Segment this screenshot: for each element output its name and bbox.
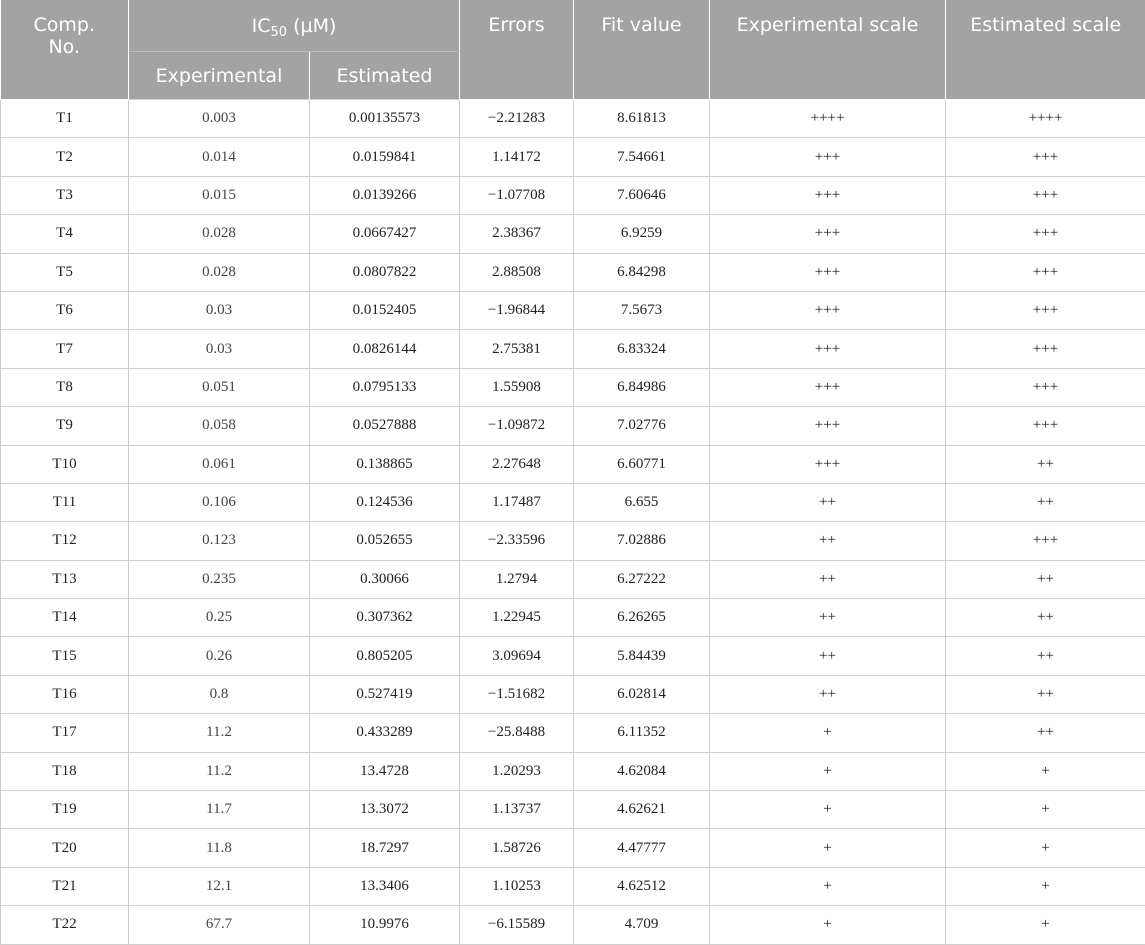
cell-error: −6.15589 bbox=[460, 906, 574, 944]
cell-error: 1.22945 bbox=[460, 599, 574, 637]
cell-comp-no: T17 bbox=[1, 714, 129, 752]
cell-fit-value: 4.62512 bbox=[574, 867, 710, 905]
cell-estimated-scale: +++ bbox=[946, 407, 1145, 445]
header-errors: Errors bbox=[460, 0, 574, 100]
cell-experimental-ic50: 67.7 bbox=[129, 906, 310, 944]
table-row bbox=[1, 906, 1145, 944]
header-experimental-scale: Experimental scale bbox=[710, 0, 946, 100]
cell-error: −1.09872 bbox=[460, 407, 574, 445]
cell-experimental-ic50: 0.051 bbox=[129, 368, 310, 406]
cell-error: −1.51682 bbox=[460, 675, 574, 713]
cell-estimated-scale: +++ bbox=[946, 176, 1145, 214]
cell-error: 1.2794 bbox=[460, 560, 574, 598]
cell-error: −1.96844 bbox=[460, 291, 574, 329]
cell-error: −1.07708 bbox=[460, 176, 574, 214]
cell-estimated-ic50: 0.124536 bbox=[310, 483, 460, 521]
cell-estimated-scale: + bbox=[946, 791, 1145, 829]
table-row bbox=[1, 100, 1145, 138]
cell-estimated-ic50: 18.7297 bbox=[310, 829, 460, 867]
header-estimated: Estimated bbox=[310, 52, 460, 100]
cell-experimental-ic50: 0.028 bbox=[129, 215, 310, 253]
cell-error: 2.88508 bbox=[460, 253, 574, 291]
cell-estimated-ic50: 0.0527888 bbox=[310, 407, 460, 445]
cell-estimated-scale: + bbox=[946, 829, 1145, 867]
cell-comp-no: T10 bbox=[1, 445, 129, 483]
table-row bbox=[1, 445, 1145, 483]
cell-estimated-ic50: 0.307362 bbox=[310, 599, 460, 637]
cell-fit-value: 7.60646 bbox=[574, 176, 710, 214]
cell-comp-no: T4 bbox=[1, 215, 129, 253]
cell-estimated-scale: +++ bbox=[946, 522, 1145, 560]
cell-fit-value: 6.11352 bbox=[574, 714, 710, 752]
cell-experimental-scale: +++ bbox=[710, 407, 946, 445]
cell-comp-no: T22 bbox=[1, 906, 129, 944]
table-row bbox=[1, 829, 1145, 867]
cell-experimental-scale: +++ bbox=[710, 138, 946, 176]
cell-comp-no: T19 bbox=[1, 791, 129, 829]
table-row bbox=[1, 407, 1145, 445]
cell-estimated-ic50: 0.433289 bbox=[310, 714, 460, 752]
cell-error: 1.55908 bbox=[460, 368, 574, 406]
cell-error: 1.13737 bbox=[460, 791, 574, 829]
cell-error: 3.09694 bbox=[460, 637, 574, 675]
table-row bbox=[1, 330, 1145, 368]
cell-error: 1.17487 bbox=[460, 483, 574, 521]
cell-fit-value: 6.9259 bbox=[574, 215, 710, 253]
cell-experimental-scale: ++ bbox=[710, 675, 946, 713]
cell-experimental-ic50: 0.014 bbox=[129, 138, 310, 176]
cell-experimental-ic50: 0.8 bbox=[129, 675, 310, 713]
header-experimental: Experimental bbox=[129, 52, 310, 100]
header-comp-no bbox=[1, 0, 129, 100]
table-row bbox=[1, 176, 1145, 214]
cell-comp-no: T3 bbox=[1, 176, 129, 214]
table-row bbox=[1, 138, 1145, 176]
table-row bbox=[1, 522, 1145, 560]
cell-comp-no: T6 bbox=[1, 291, 129, 329]
cell-fit-value: 4.62621 bbox=[574, 791, 710, 829]
cell-error: 2.27648 bbox=[460, 445, 574, 483]
cell-experimental-ic50: 0.26 bbox=[129, 637, 310, 675]
cell-estimated-ic50: 0.527419 bbox=[310, 675, 460, 713]
cell-experimental-ic50: 11.2 bbox=[129, 752, 310, 790]
cell-experimental-ic50: 0.123 bbox=[129, 522, 310, 560]
cell-estimated-scale: +++ bbox=[946, 291, 1145, 329]
table-body bbox=[1, 100, 1145, 945]
cell-error: 1.20293 bbox=[460, 752, 574, 790]
cell-experimental-scale: +++ bbox=[710, 330, 946, 368]
cell-estimated-scale: ++ bbox=[946, 675, 1145, 713]
cell-error: −25.8488 bbox=[460, 714, 574, 752]
cell-fit-value: 7.5673 bbox=[574, 291, 710, 329]
cell-estimated-ic50: 0.00135573 bbox=[310, 100, 460, 138]
cell-comp-no: T12 bbox=[1, 522, 129, 560]
cell-fit-value: 7.02886 bbox=[574, 522, 710, 560]
cell-experimental-scale: +++ bbox=[710, 176, 946, 214]
cell-fit-value: 8.61813 bbox=[574, 100, 710, 138]
cell-estimated-scale: + bbox=[946, 752, 1145, 790]
cell-fit-value: 6.83324 bbox=[574, 330, 710, 368]
cell-experimental-ic50: 0.058 bbox=[129, 407, 310, 445]
table-row bbox=[1, 483, 1145, 521]
table-row bbox=[1, 714, 1145, 752]
cell-experimental-scale: ++ bbox=[710, 599, 946, 637]
cell-fit-value: 7.54661 bbox=[574, 138, 710, 176]
cell-comp-no: T8 bbox=[1, 368, 129, 406]
cell-estimated-ic50: 0.0139266 bbox=[310, 176, 460, 214]
cell-error: 1.58726 bbox=[460, 829, 574, 867]
cell-experimental-scale: ++ bbox=[710, 522, 946, 560]
cell-estimated-scale: +++ bbox=[946, 330, 1145, 368]
cell-comp-no: T7 bbox=[1, 330, 129, 368]
cell-fit-value: 6.84986 bbox=[574, 368, 710, 406]
cell-fit-value: 6.60771 bbox=[574, 445, 710, 483]
header-fit-value: Fit value bbox=[574, 0, 710, 100]
cell-experimental-ic50: 0.03 bbox=[129, 291, 310, 329]
cell-fit-value: 4.62084 bbox=[574, 752, 710, 790]
cell-estimated-ic50: 0.0795133 bbox=[310, 368, 460, 406]
header-ic50 bbox=[129, 0, 460, 52]
cell-estimated-ic50: 0.30066 bbox=[310, 560, 460, 598]
cell-experimental-scale: +++ bbox=[710, 215, 946, 253]
cell-experimental-ic50: 12.1 bbox=[129, 867, 310, 905]
cell-estimated-scale: ++ bbox=[946, 637, 1145, 675]
cell-estimated-scale: +++ bbox=[946, 138, 1145, 176]
cell-estimated-ic50: 0.0159841 bbox=[310, 138, 460, 176]
cell-estimated-ic50: 0.0826144 bbox=[310, 330, 460, 368]
table-row bbox=[1, 752, 1145, 790]
cell-comp-no: T2 bbox=[1, 138, 129, 176]
cell-experimental-ic50: 0.25 bbox=[129, 599, 310, 637]
cell-experimental-scale: +++ bbox=[710, 291, 946, 329]
cell-experimental-scale: + bbox=[710, 906, 946, 944]
cell-fit-value: 4.47777 bbox=[574, 829, 710, 867]
cell-estimated-scale: + bbox=[946, 906, 1145, 944]
table-row bbox=[1, 368, 1145, 406]
cell-comp-no: T16 bbox=[1, 675, 129, 713]
cell-experimental-ic50: 11.2 bbox=[129, 714, 310, 752]
header-ic50-prefix: IC bbox=[252, 15, 271, 37]
cell-experimental-ic50: 0.03 bbox=[129, 330, 310, 368]
cell-estimated-ic50: 0.0152405 bbox=[310, 291, 460, 329]
header-comp-no-label: Comp. No. bbox=[24, 14, 104, 58]
cell-experimental-scale: +++ bbox=[710, 445, 946, 483]
cell-fit-value: 6.27222 bbox=[574, 560, 710, 598]
cell-experimental-scale: +++ bbox=[710, 368, 946, 406]
cell-experimental-scale: + bbox=[710, 752, 946, 790]
cell-fit-value: 6.84298 bbox=[574, 253, 710, 291]
cell-experimental-ic50: 0.028 bbox=[129, 253, 310, 291]
cell-estimated-ic50: 0.0667427 bbox=[310, 215, 460, 253]
table-row bbox=[1, 560, 1145, 598]
cell-fit-value: 4.709 bbox=[574, 906, 710, 944]
header-estimated-scale: Estimated scale bbox=[946, 0, 1145, 100]
cell-fit-value: 7.02776 bbox=[574, 407, 710, 445]
header-ic50-subscript: 50 bbox=[270, 25, 287, 40]
table-row bbox=[1, 215, 1145, 253]
cell-estimated-scale: ++ bbox=[946, 483, 1145, 521]
cell-error: 1.10253 bbox=[460, 867, 574, 905]
cell-estimated-ic50: 13.4728 bbox=[310, 752, 460, 790]
cell-estimated-ic50: 13.3072 bbox=[310, 791, 460, 829]
cell-comp-no: T11 bbox=[1, 483, 129, 521]
cell-experimental-scale: ++ bbox=[710, 637, 946, 675]
cell-experimental-ic50: 0.003 bbox=[129, 100, 310, 138]
cell-estimated-ic50: 0.052655 bbox=[310, 522, 460, 560]
cell-estimated-scale: +++ bbox=[946, 368, 1145, 406]
cell-comp-no: T15 bbox=[1, 637, 129, 675]
cell-estimated-scale: +++ bbox=[946, 253, 1145, 291]
cell-fit-value: 6.26265 bbox=[574, 599, 710, 637]
cell-comp-no: T18 bbox=[1, 752, 129, 790]
cell-experimental-scale: ++++ bbox=[710, 100, 946, 138]
cell-comp-no: T1 bbox=[1, 100, 129, 138]
cell-estimated-ic50: 0.0807822 bbox=[310, 253, 460, 291]
cell-comp-no: T9 bbox=[1, 407, 129, 445]
cell-experimental-scale: ++ bbox=[710, 560, 946, 598]
cell-experimental-ic50: 0.235 bbox=[129, 560, 310, 598]
cell-fit-value: 6.02814 bbox=[574, 675, 710, 713]
cell-estimated-scale: ++++ bbox=[946, 100, 1145, 138]
cell-experimental-ic50: 0.015 bbox=[129, 176, 310, 214]
cell-comp-no: T21 bbox=[1, 867, 129, 905]
cell-estimated-scale: ++ bbox=[946, 445, 1145, 483]
table-row bbox=[1, 637, 1145, 675]
cell-experimental-ic50: 11.7 bbox=[129, 791, 310, 829]
table-row bbox=[1, 867, 1145, 905]
cell-experimental-scale: +++ bbox=[710, 253, 946, 291]
table-row bbox=[1, 675, 1145, 713]
cell-comp-no: T5 bbox=[1, 253, 129, 291]
cell-error: 2.75381 bbox=[460, 330, 574, 368]
cell-error: −2.21283 bbox=[460, 100, 574, 138]
cell-experimental-ic50: 0.106 bbox=[129, 483, 310, 521]
cell-comp-no: T20 bbox=[1, 829, 129, 867]
cell-estimated-ic50: 0.805205 bbox=[310, 637, 460, 675]
cell-estimated-ic50: 0.138865 bbox=[310, 445, 460, 483]
cell-comp-no: T13 bbox=[1, 560, 129, 598]
cell-fit-value: 6.655 bbox=[574, 483, 710, 521]
table-row bbox=[1, 599, 1145, 637]
cell-error: 2.38367 bbox=[460, 215, 574, 253]
cell-fit-value: 5.84439 bbox=[574, 637, 710, 675]
cell-experimental-ic50: 11.8 bbox=[129, 829, 310, 867]
cell-experimental-scale: + bbox=[710, 829, 946, 867]
table-row bbox=[1, 291, 1145, 329]
cell-estimated-scale: + bbox=[946, 867, 1145, 905]
cell-error: −2.33596 bbox=[460, 522, 574, 560]
cell-experimental-scale: + bbox=[710, 791, 946, 829]
cell-experimental-scale: + bbox=[710, 714, 946, 752]
cell-estimated-scale: ++ bbox=[946, 714, 1145, 752]
cell-comp-no: T14 bbox=[1, 599, 129, 637]
cell-estimated-scale: ++ bbox=[946, 560, 1145, 598]
table-row bbox=[1, 253, 1145, 291]
cell-estimated-ic50: 10.9976 bbox=[310, 906, 460, 944]
cell-error: 1.14172 bbox=[460, 138, 574, 176]
cell-estimated-scale: ++ bbox=[946, 599, 1145, 637]
cell-experimental-scale: + bbox=[710, 867, 946, 905]
cell-estimated-ic50: 13.3406 bbox=[310, 867, 460, 905]
cell-experimental-scale: ++ bbox=[710, 483, 946, 521]
header-ic50-unit: (µM) bbox=[287, 15, 336, 37]
cell-experimental-ic50: 0.061 bbox=[129, 445, 310, 483]
cell-estimated-scale: +++ bbox=[946, 215, 1145, 253]
table-row bbox=[1, 791, 1145, 829]
table-header bbox=[1, 0, 1145, 100]
